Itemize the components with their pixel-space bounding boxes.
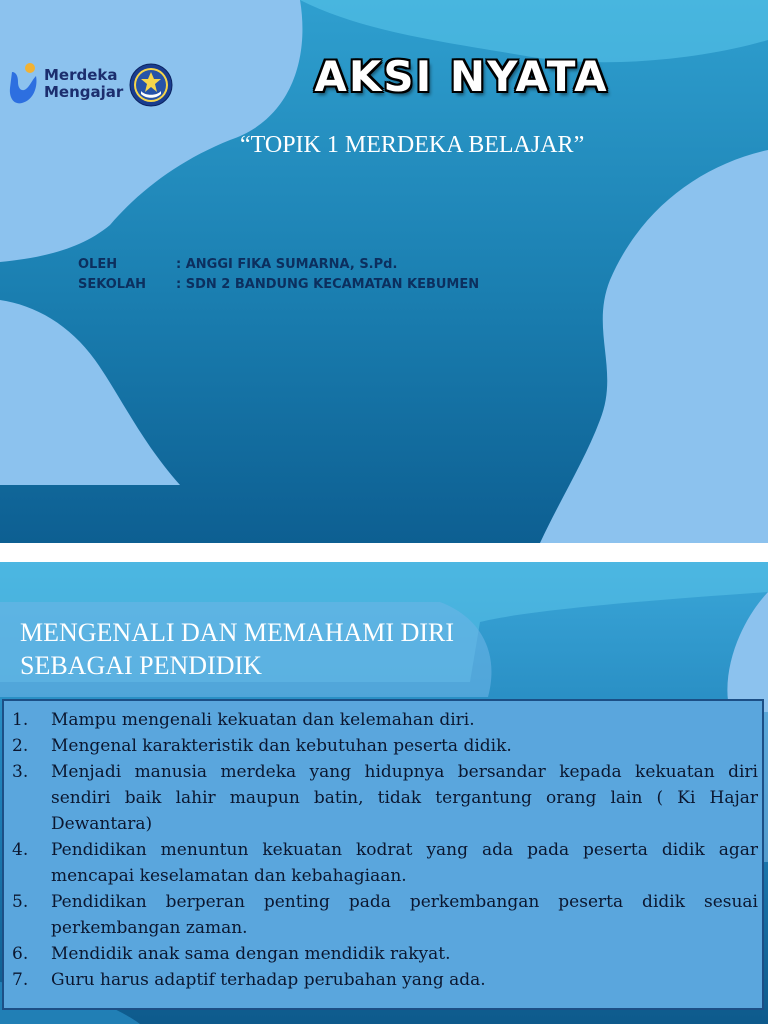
list-number: 3. [12, 762, 29, 782]
list-item [4, 759, 764, 837]
content-heading: MENGENALI DAN MEMAHAMI DIRI SEBAGAI PENDIDIK [20, 618, 455, 680]
list-item [4, 733, 764, 759]
info-row-school [78, 275, 479, 295]
list-number: 1. [12, 710, 29, 730]
content-list [4, 707, 764, 993]
info-row-author [78, 255, 479, 275]
list-text: Mengenal karakteristik dan kebutuhan peserta didik. [51, 736, 512, 756]
list-item [4, 837, 764, 889]
list-text: Guru harus adaptif terhadap perubahan yang ada. [51, 970, 486, 990]
list-number: 4. [12, 840, 29, 860]
list-number: 6. [12, 944, 29, 964]
list-text: Pendidikan menuntun kekuatan kodrat yang ada pada peserta didik agar mencapai keselamatan dan kebahagiaan. [51, 840, 758, 886]
info-value: : SDN 2 BANDUNG KECAMATAN KEBUMEN [176, 277, 480, 292]
list-item [4, 941, 764, 967]
info-label: OLEH [78, 257, 118, 272]
list-text: Pendidikan berperan penting pada perkembangan peserta didik sesuai perkembangan zaman. [51, 892, 758, 938]
brand-line-1: Merdeka [44, 66, 118, 84]
list-item [4, 967, 764, 993]
list-text: Mendidik anak sama dengan mendidik rakyat. [51, 944, 451, 964]
list-text: Menjadi manusia merdeka yang hidupnya bersandar kepada kekuatan diri sendiri baik lahir maupun batin, tidak tergantung orang lain ( Ki Hajar Dewantara) [51, 762, 758, 834]
list-number: 5. [12, 892, 29, 912]
info-label: SEKOLAH [78, 277, 147, 292]
info-value: : ANGGI FIKA SUMARNA, S.Pd. [176, 257, 398, 272]
list-number: 7. [12, 970, 29, 990]
list-item [4, 707, 764, 733]
list-text: Mampu mengenali kekuatan dan kelemahan diri. [51, 710, 475, 730]
brand-line-2: Mengajar [44, 83, 124, 101]
list-item [4, 889, 764, 941]
slide-subtitle: “TOPIK 1 MERDEKA BELAJAR” [240, 132, 585, 158]
author-info [78, 255, 479, 295]
content-list-box [2, 699, 764, 1010]
slide-title-text: AKSI NYATA [314, 52, 609, 101]
list-number: 2. [12, 736, 29, 756]
